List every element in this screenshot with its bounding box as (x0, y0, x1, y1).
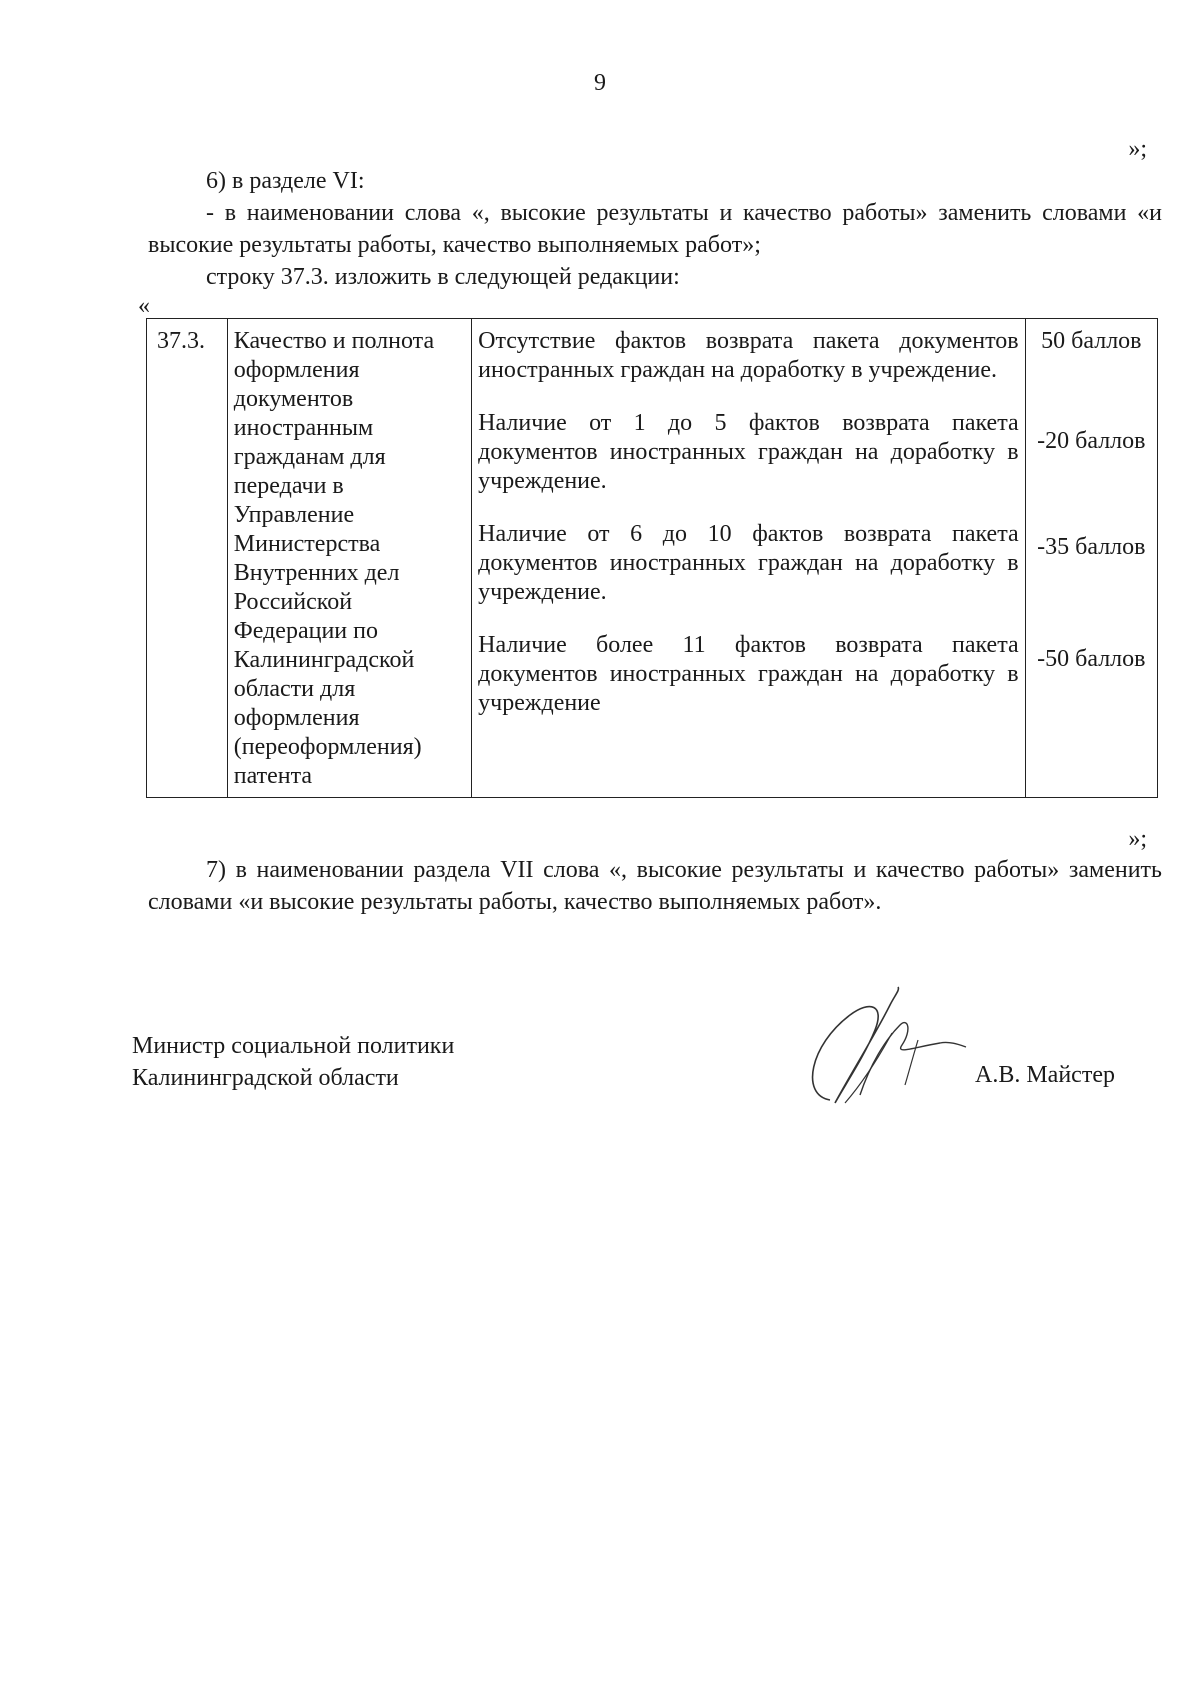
indicator-2: Наличие от 1 до 5 фактов возврата пакета документов иностранных граждан на доработку в учреждение. (478, 410, 1019, 494)
amendment-table (146, 318, 1158, 798)
item6-row-intro: строку 37.3. изложить в следующей редакции: (206, 264, 680, 290)
signatory-name: А.В. Майстер (975, 1062, 1115, 1088)
item7-text: 7) в наименовании раздела VII слова «, высокие результаты и качество работы» заменить словами «и высокие результаты работы, качество выполняемых работ». (148, 857, 1162, 915)
item6-name-change: - в наименовании слова «, высокие результаты и качество работы» заменить словами «и высокие результаты работы, качество выполняемых работ»; (148, 200, 1162, 258)
score-4: -50 баллов (1037, 646, 1146, 672)
score-2: -20 баллов (1037, 428, 1146, 454)
position-line-2: Калининградской области (132, 1065, 399, 1091)
handwritten-signature (790, 985, 970, 1115)
page-number: 9 (594, 70, 606, 96)
scores-cell (1025, 319, 1157, 798)
indicator-4: Наличие более 11 фактов возврата пакета документов иностранных граждан на доработку в учреждение (478, 632, 1019, 716)
score-1: 50 баллов (1041, 328, 1142, 354)
closing-quote-table: »; (1128, 826, 1147, 852)
indicator-3: Наличие от 6 до 10 фактов возврата пакета документов иностранных граждан на доработку в учреждение. (478, 521, 1019, 605)
table-row (147, 319, 1158, 798)
criterion-cell: Качество и полнота оформления документов иностранным гражданам для передачи в Управление Министерства Внутренних дел Российской Федерации по Калининградской области для оформления (переоформления) патента (227, 319, 471, 798)
closing-quote-top: »; (1128, 136, 1147, 162)
indicators-cell (472, 319, 1025, 798)
opening-quote: « (138, 293, 150, 319)
indicator-1: Отсутствие фактов возврата пакета документов иностранных граждан на доработку в учреждение. (478, 328, 1019, 383)
signatory-position (132, 1030, 454, 1094)
score-3: -35 баллов (1037, 534, 1146, 560)
row-number: 37.3. (147, 319, 228, 798)
item6-heading: 6) в разделе VI: (206, 168, 365, 194)
position-line-1: Министр социальной политики (132, 1033, 455, 1059)
